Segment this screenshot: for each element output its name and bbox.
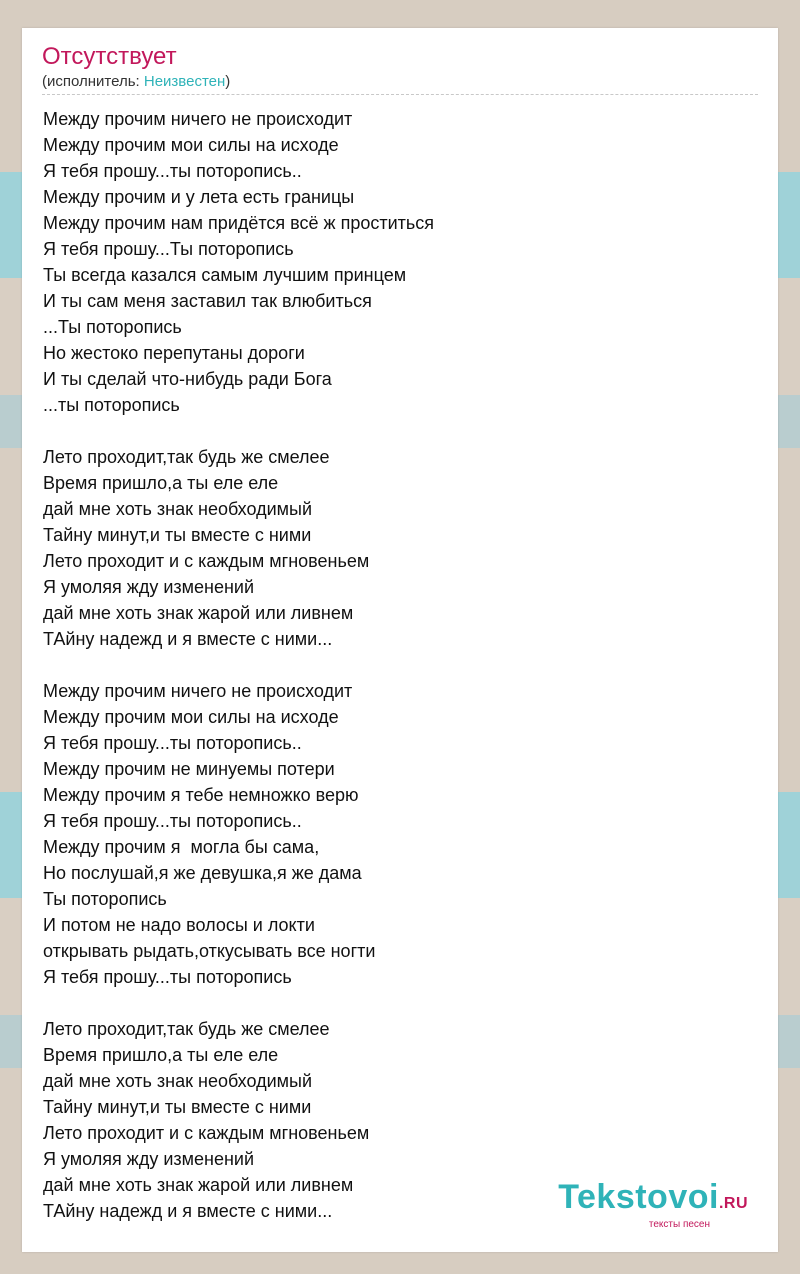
lyric-line: Я тебя прошу...ты поторопись..: [43, 161, 302, 181]
lyric-line: Я тебя прошу...ты поторопись: [43, 967, 292, 987]
lyric-line: Между прочим не минуемы потери: [43, 759, 335, 779]
stanza-break: [43, 990, 434, 1016]
lyric-line: ...Ты поторопись: [43, 317, 182, 337]
lyric-line: Я тебя прошу...Ты поторопись: [43, 239, 294, 259]
site-logo[interactable]: [558, 1180, 748, 1230]
lyric-line: Между прочим я тебе немножко верю: [43, 785, 359, 805]
lyric-line: ...ты поторопись: [43, 395, 180, 415]
lyric-line: Лето проходит и с каждым мгновеньем: [43, 551, 370, 571]
artist-suffix: ): [225, 73, 231, 90]
lyric-line: Я тебя прошу...ты поторопись..: [43, 811, 302, 831]
artist-prefix: (исполнитель:: [42, 73, 144, 90]
artist-line: [42, 73, 230, 91]
lyric-line: дай мне хоть знак жарой или ливнем: [43, 603, 354, 623]
lyric-line: Между прочим я могла бы сама,: [43, 837, 320, 857]
lyric-line: Я умоляя жду изменений: [43, 577, 255, 597]
lyric-line: Ты поторопись: [43, 889, 167, 909]
lyric-line: Я умоляя жду изменений: [43, 1149, 255, 1169]
logo-tld: .RU: [718, 1195, 748, 1212]
lyric-line: дай мне хоть знак жарой или ливнем: [43, 1175, 354, 1195]
lyric-line: Лето проходит и с каждым мгновеньем: [43, 1123, 370, 1143]
lyric-line: Между прочим ничего не происходит: [43, 681, 353, 701]
lyric-line: Между прочим нам придётся всё ж проститься: [43, 213, 435, 233]
lyric-line: Между прочим ничего не происходит: [43, 109, 353, 129]
stanza-break: [43, 418, 434, 444]
lyric-line: Тайну минут,и ты вместе с ними: [43, 525, 312, 545]
lyric-line: Ты всегда казался самым лучшим принцем: [43, 265, 407, 285]
lyric-line: дай мне хоть знак необходимый: [43, 499, 313, 519]
stanza-break: [43, 652, 434, 678]
lyrics-text: [43, 106, 434, 1224]
lyric-line: Между прочим мои силы на исходе: [43, 707, 339, 727]
lyrics-card: [22, 28, 778, 1252]
song-title: Отсутствует: [42, 43, 177, 70]
lyric-line: Время пришло,а ты еле еле: [43, 473, 279, 493]
lyric-line: Я тебя прошу...ты поторопись..: [43, 733, 302, 753]
lyric-line: открывать рыдать,откусывать все ногти: [43, 941, 376, 961]
lyric-line: ТАйну надежд и я вместе с ними...: [43, 1201, 333, 1221]
lyric-line: Между прочим и у лета есть границы: [43, 187, 355, 207]
lyric-line: Но послушай,я же девушка,я же дама: [43, 863, 362, 883]
lyric-line: И ты сделай что-нибудь ради Бога: [43, 369, 332, 389]
lyric-line: Но жестоко перепутаны дороги: [43, 343, 305, 363]
logo-main-text: Tekstovoi: [558, 1178, 719, 1216]
logo-tagline: тексты песен: [648, 1219, 710, 1230]
title-divider: [42, 94, 758, 95]
lyric-line: Лето проходит,так будь же смелее: [43, 1019, 330, 1039]
lyric-line: Между прочим мои силы на исходе: [43, 135, 339, 155]
lyric-line: Время пришло,а ты еле еле: [43, 1045, 279, 1065]
lyric-line: Лето проходит,так будь же смелее: [43, 447, 330, 467]
lyric-line: дай мне хоть знак необходимый: [43, 1071, 313, 1091]
lyric-line: Тайну минут,и ты вместе с ними: [43, 1097, 312, 1117]
lyric-line: И ты сам меня заставил так влюбиться: [43, 291, 372, 311]
lyric-line: И потом не надо волосы и локти: [43, 915, 315, 935]
artist-link[interactable]: Неизвестен: [143, 73, 226, 90]
lyric-line: ТАйну надежд и я вместе с ними...: [43, 629, 333, 649]
